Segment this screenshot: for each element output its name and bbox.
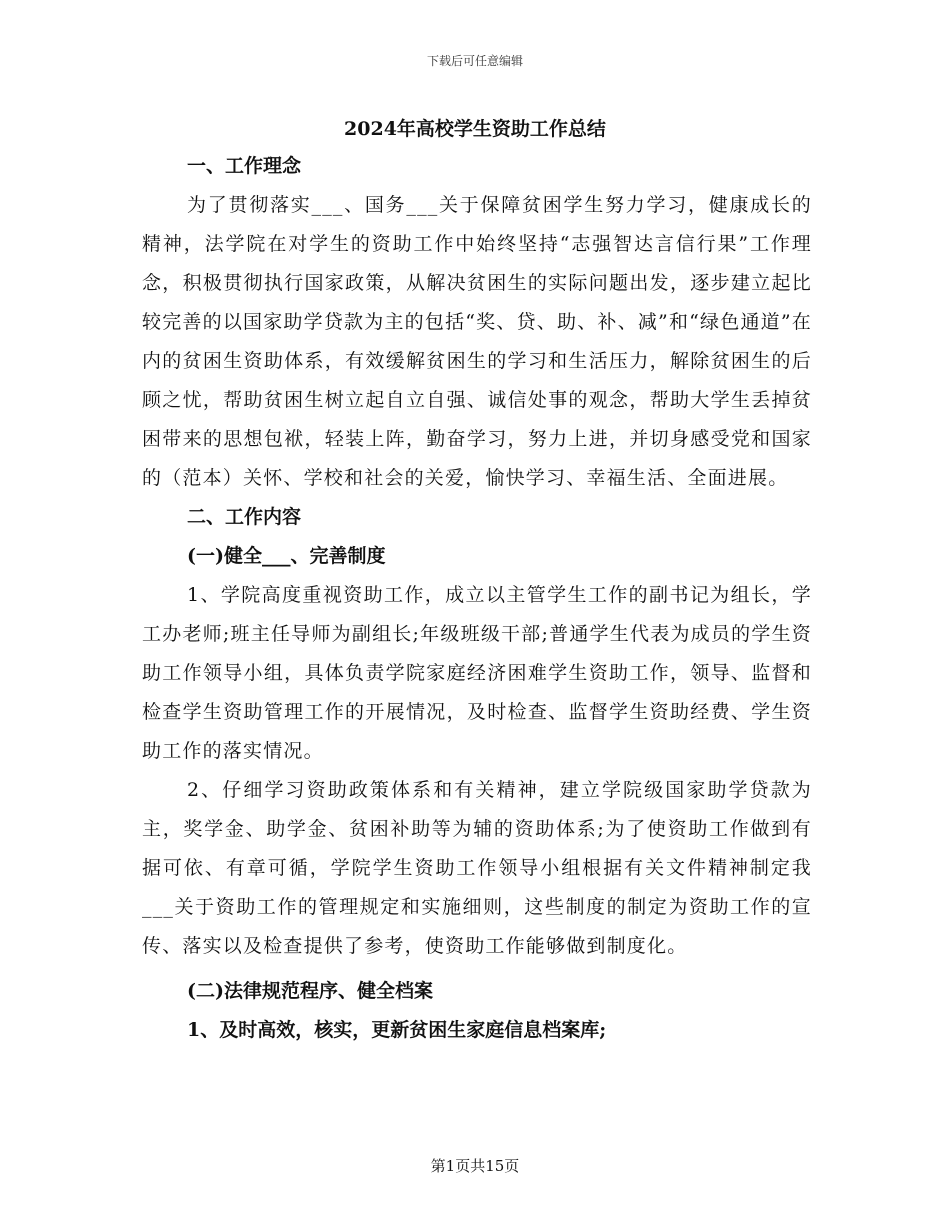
paragraph-item-2: 2、仔细学习资助政策体系和有关精神，建立学院级国家助学贷款为主，奖学金、助学金、贫困补助等为辅的资助体系;为了使资助工作做到有据可依、有章可循，学院学生资助工作领导小组根据有关文件精神制定我___关于资助工作的管理规定和实施细则，这些制度的制定为资助工作的宣传、落实以及检查提供了参考，使资助工作能够做到制度化。 — [142, 779, 812, 957]
subheading-system: (一)健全___、完善制度 — [187, 545, 386, 567]
header-note: 下载后可任意编辑 — [426, 54, 523, 68]
subheading-archives: (二)法律规范程序、健全档案 — [187, 980, 433, 1002]
document-title: 2024年高校学生资助工作总结 — [344, 118, 606, 140]
section-heading-work-content: 二、工作内容 — [187, 506, 302, 528]
paragraph-item-1: 1、学院高度重视资助工作，成立以主管学生工作的副书记为组长，学工办老师;班主任导师为副组长;年级班级干部;普通学生代表为成员的学生资助工作领导小组，具体负责学院家庭经济困难学生资助工作，领导、监督和检查学生资助管理工作的开展情况，及时检查、监督学生资助经费、学生资助工作的落实情况。 — [142, 584, 812, 762]
document-body — [142, 147, 812, 1050]
list-item-update-archive: 1、及时高效，核实，更新贫困生家庭信息档案库; — [187, 1019, 607, 1041]
section-heading-work-philosophy: 一、工作理念 — [187, 155, 302, 177]
paragraph-work-philosophy: 为了贯彻落实___、国务___关于保障贫困学生努力学习，健康成长的精神，法学院在对学生的资助工作中始终坚持“志强智达言信行果”工作理念，积极贯彻执行国家政策，从解决贫困生的实际问题出发，逐步建立起比较完善的以国家助学贷款为主的包括“奖、贷、助、补、减”和“绿色通道”在内的贫困生资助体系，有效缓解贫困生的学习和生活压力，解除贫困生的后顾之忧，帮助贫困生树立起自立自强、诚信处事的观念，帮助大学生丢掉贫困带来的思想包袱，轻装上阵，勤奋学习，努力上进，并切身感受党和国家的（范本）关怀、学校和社会的关爱，愉快学习、幸福生活、全面进展。 — [142, 194, 812, 489]
page-footer: 第1页共15页 — [430, 1157, 520, 1175]
